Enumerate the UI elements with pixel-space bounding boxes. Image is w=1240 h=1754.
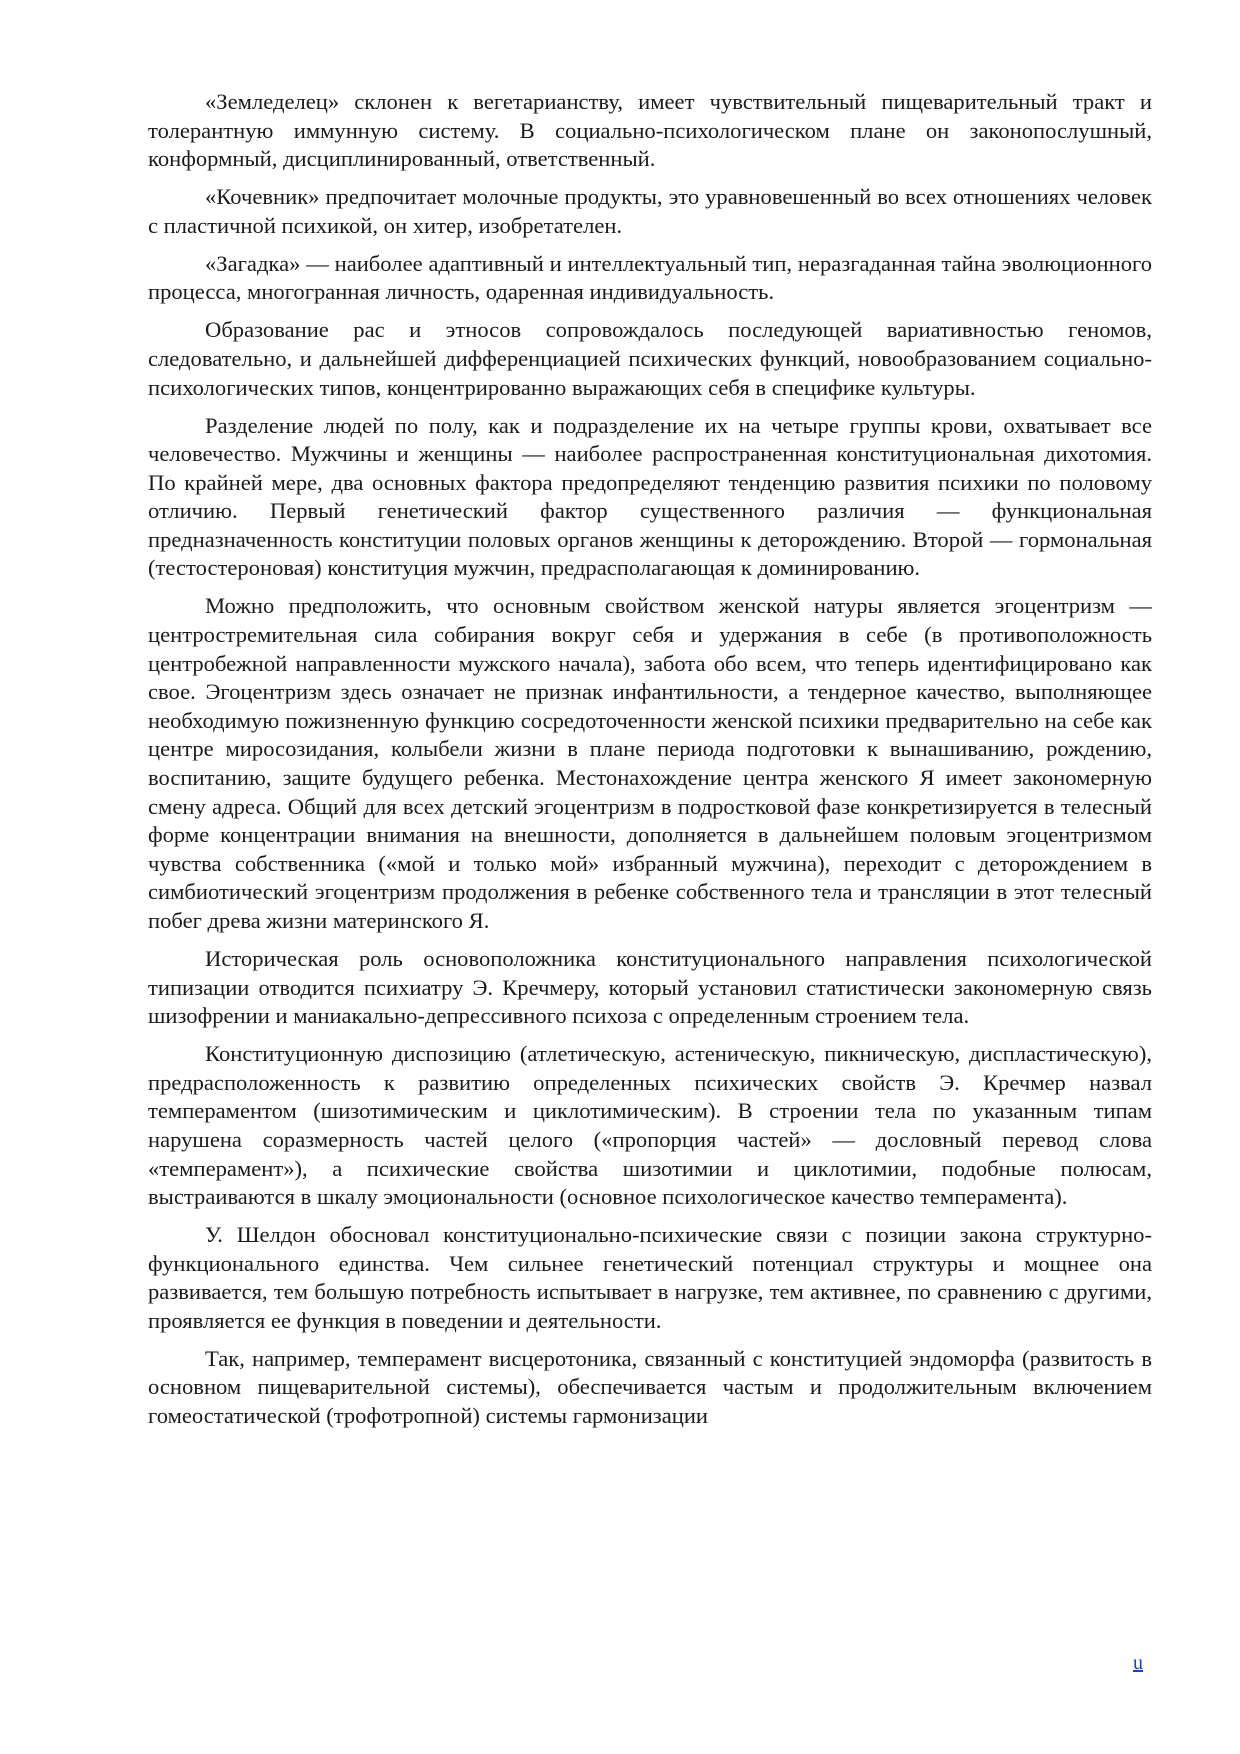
paragraph-egocentrism: Можно предположить, что основным свойством женской натуры является эгоцентризм — центростремительная сила собирания вокруг себя и удержания в себе (в противоположность центробежной направленности мужского начала), забота обо всем, что теперь идентифицировано как свое. Эгоцентризм здесь означает не признак инфантильности, а тендерное качество, выполняющее необходимую пожизненную функцию сосредоточенности женской психики предварительно на себе как центре миросозидания, колыбели жизни в плане периода подготовки к вынашиванию, рождению, воспитанию, защите будущего ребенка. Местонахождение центра женского Я имеет закономерную смену адреса. Общий для всех детский эгоцентризм в подростковой фазе конкретизируется в телесный форме концентрации внимания на внешности, дополняется в дальнейшем половым эгоцентризмом чувства собственника («мой и только мой» избранный мужчина), переходит с деторождением в симбиотический эгоцентризм продолжения в ребенке собственного тела и трансляции в этот телесный побег древа жизни материнского Я. <box>148 593 1152 933</box>
paragraph-zagadka: «Загадка» — наиболее адаптивный и интеллектуальный тип, неразгаданная тайна эволюционного процесса, многогранная личность, одаренная индивидуальность. <box>148 250 1152 305</box>
document-page <box>148 88 1152 1440</box>
paragraph-sheldon: У. Шелдон обосновал конституционально-психические связи с позиции закона структурно-функционального единства. Чем сильнее генетический потенциал структуры и мощнее она развивается, тем большую потребность испытывает в нагрузке, тем активнее, по сравнению с другими, проявляется ее функция в поведении и деятельности. <box>148 1222 1152 1333</box>
paragraph-zemledelets: «Земледелец» склонен к вегетарианству, имеет чувствительный пищеварительный тракт и толерантную иммунную систему. В социально-психологическом плане он законопослушный, конформный, дисциплинированный, ответственный. <box>148 89 1152 172</box>
paragraph-races-ethnos: Образование рас и этносов сопровождалось последующей вариативностью геномов, следовательно, и дальнейшей дифференциацией психических функций, новообразованием социально-психологических типов, концентрированно выражающих себя в специфике культуры. <box>148 317 1152 400</box>
paragraph-viscerotonic: Так, например, темперамент висцеротоника, связанный с конституцией эндоморфа (развитость в основном пищеварительной системы), обеспечивается частым и продолжительным включением гомеостатической (трофотропной) системы гармонизации <box>148 1345 1152 1429</box>
paragraph-constitution-disposition: Конституционную диспозицию (атлетическую, астеническую, пикническую, диспластическую), предрасположенность к развитию определенных психических свойств Э. Кречмер назвал темпераментом (шизотимическим и циклотимическим). В строении тела по указанным типам нарушена соразмерность частей целого («пропорция частей» — дословный перевод слова «темперамент»), а психические свойства шизотимии и циклотимии, подобные полюсам, выстраиваются в шкалу эмоциональности (основное психологическое качество темперамента). <box>148 1041 1152 1210</box>
paragraph-kochevnik: «Кочевник» предпочитает молочные продукты, это уравновешенный во всех отношениях человек с пластичной психикой, он хитер, изобретателен. <box>148 184 1152 238</box>
paragraph-gender-division: Разделение людей по полу, как и подразделение их на четыре группы крови, охватывает все человечество. Мужчины и женщины — наиболее распространенная конституциональная дихотомия. По крайней мере, два основных фактора предопределяют тенденцию развития психики по половому отличию. Первый генетический фактор существенного различия — функциональная предназначенность конституции половых органов женщины к деторождению. Второй — гормональная (тестостероновая) конституция мужчин, предрасполагающая к доминированию. <box>148 412 1152 581</box>
paragraph-kretschmer-role: Историческая роль основоположника конституционального направления психологической типизации отводится психиатру Э. Кречмеру, который установил статистически закономерную связь шизофрении и маниакально-депрессивного психоза с определенным строением тела. <box>148 945 1152 1029</box>
page-number-link[interactable]: u <box>1133 1652 1143 1674</box>
